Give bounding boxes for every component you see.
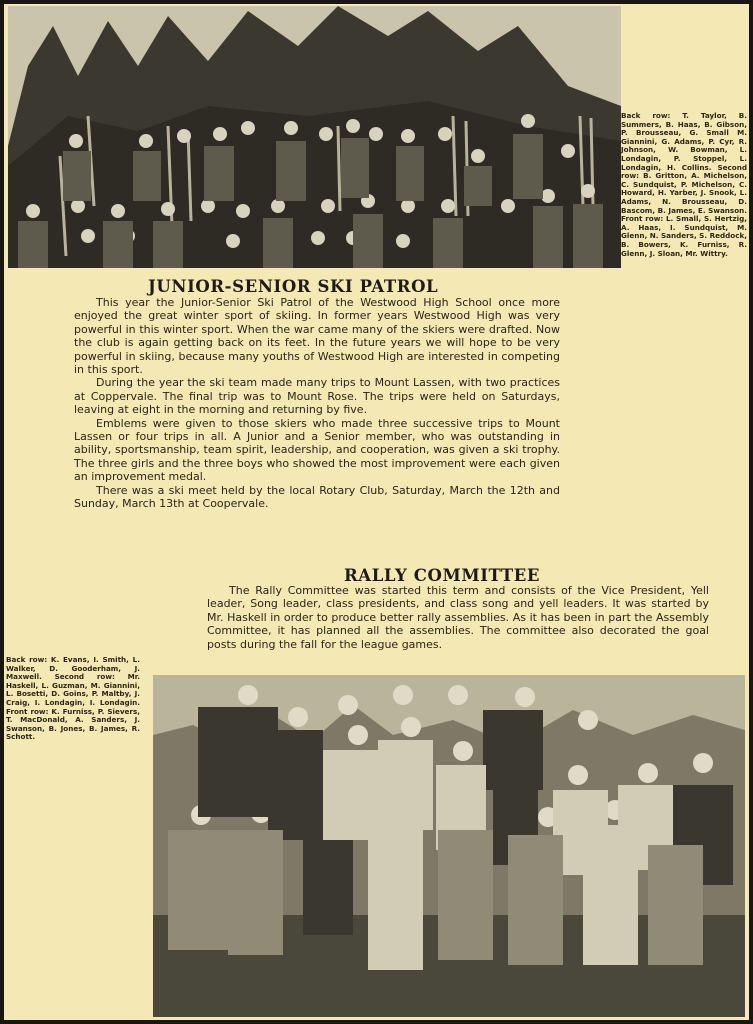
rally-committee-article	[207, 584, 709, 651]
ski-patrol-photo-caption: Back row: T. Taylor, B. Summers, B. Haas, B. Gibson, P. Brousseau, G. Small M. Giannini, G. Adams, P. Cyr, R. Johnson, W. Bowman, L. Londagin, P. Stoppel, L. Londagin, H. Collins. Second row: B. Gritton, A. Michelson, C. Sundquist, P. Michelson, C. Howard, H. Yarber, J. Snook, L. Adams, N. Brousseau, D. Bascom, B. James, E. Swanson. Front row: L. Small, S. Hertzig, A. Haas, I. Sundquist, M. Glenn, N. Sanders, S. Reddock, B. Bowers, K. Furniss, R. Glenn, J. Sloan, Mr. Wittry.	[621, 111, 747, 258]
ski-patrol-article	[74, 296, 560, 511]
rally-committee-heading: RALLY COMMITTEE	[344, 566, 541, 585]
ski-patrol-paragraph-1: This year the Junior-Senior Ski Patrol of the Westwood High School once more enjoyed the great winter sport of skiing. In former years Westwood High was very powerful in this winter sport. When the war came many of the skiers were drafted. Now the club is again getting back on its feet. In the future years we will hope to be very powerful in skiing, because many youths of Westwood High are interested in competing in this sport.	[74, 296, 560, 377]
ski-patrol-paragraph-4: There was a ski meet held by the local Rotary Club, Saturday, March the 12th and Sunday, March 13th at Coopervale.	[74, 483, 560, 511]
rally-committee-paragraph: The Rally Committee was started this term and consists of the Vice President, Yell leader, Song leader, class presidents, and class song and yell leaders. It was started by Mr. Haskell in order to produce better rally assemblies. As it has been in part the Assembly Committee, it has planned all the assemblies. The committee also decorated the goal posts during the fall for the league games.	[207, 584, 709, 651]
ski-patrol-paragraph-3: Emblems were given to those skiers who made three successive trips to Mount Lassen or four trips in all. A Junior and a Senior member, who was outstanding in ability, sportsmanship, team spirit, leadership, and cooperation, was given a ski trophy. The three girls and the three boys who showed the most improvement were each given an improvement medal.	[74, 416, 560, 484]
ski-patrol-group-photo	[8, 6, 621, 268]
rally-committee-group-photo	[153, 675, 745, 1017]
rally-committee-photo-caption: Back row: K. Evans, I. Smith, L. Walker, D. Gooderham, J. Maxwell. Second row: Mr. Haskell, L. Guzman, M. Giannini, L. Bosetti, D. Goins, P. Maltby, J. Craig, I. Londagin, I. Londagin. Front row: K. Furniss, P. Sievers, T. MacDonald, A. Sanders, J. Swanson, B. Jones, B. James, R. Schott.	[6, 655, 140, 742]
yearbook-page	[4, 4, 749, 1020]
ski-patrol-paragraph-2: During the year the ski team made many trips to Mount Lassen, with two practices at Coppervale. The final trip was to Mount Rose. The trips were held on Saturdays, leaving at eight in the morning and returning by five.	[74, 376, 560, 417]
ski-patrol-heading: JUNIOR-SENIOR SKI PATROL	[148, 277, 439, 296]
